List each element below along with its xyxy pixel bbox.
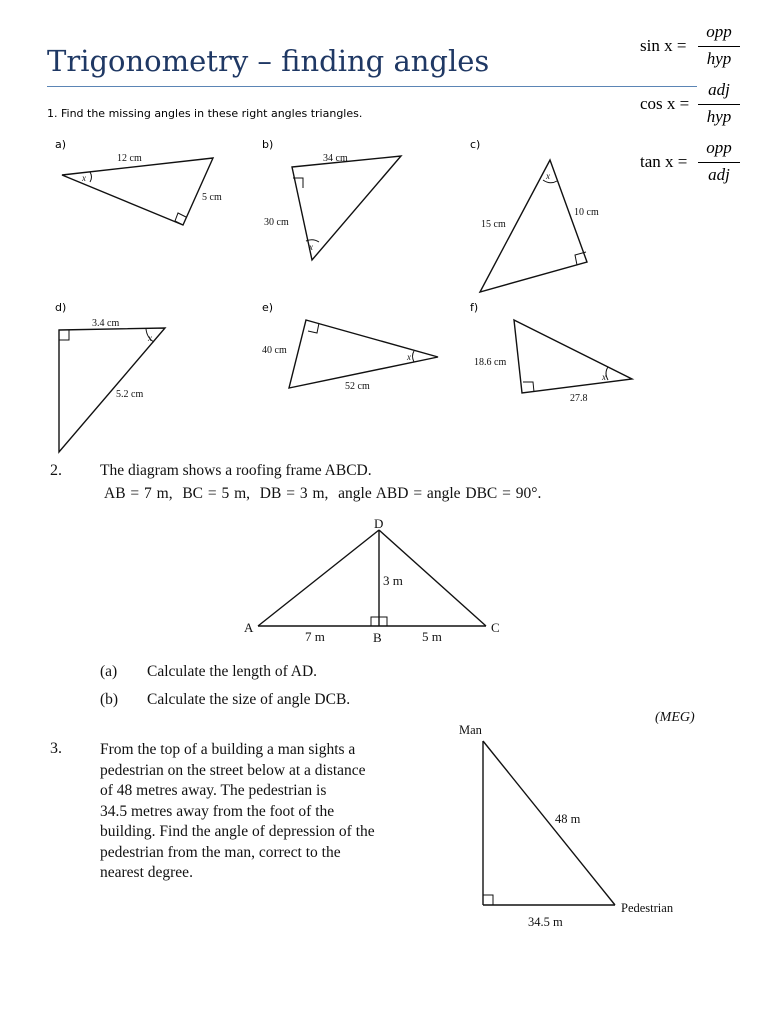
length-label: 5 m [422, 629, 442, 644]
side-label: 30 cm [264, 217, 289, 228]
question-3-line: pedestrian on the street below at a distance [100, 761, 366, 779]
right-angle-marker [523, 382, 534, 392]
triangle-label-f: f) [470, 301, 479, 314]
question-2-line-2: AB = 7 m, BC = 5 m, DB = 3 m, angle ABD = angle DBC = 90°. [104, 485, 542, 502]
question-2-part-a: Calculate the length of AD. [147, 663, 318, 680]
length-label: 3 m [383, 573, 403, 588]
question-3-line: 34.5 metres away from the foot of the [100, 802, 335, 820]
frame-ad [258, 530, 379, 626]
formula-function: tan x = [640, 152, 688, 171]
angle-label: x [546, 171, 550, 181]
question-2-line-1: The diagram shows a roofing frame ABCD. [100, 462, 372, 479]
question-3-text [100, 740, 440, 884]
side-label: 3.4 cm [92, 318, 120, 329]
question-1-prompt: 1. Find the missing angles in these right angles triangles. [47, 107, 363, 120]
point-label-d: D [374, 516, 384, 531]
roof-frame-diagram [230, 510, 520, 650]
question-3-line: nearest degree. [100, 864, 193, 881]
question-3-number: 3. [50, 740, 62, 757]
triangle-label-a: a) [55, 138, 67, 151]
formula-denominator: hyp [706, 107, 732, 126]
question-2-part-b: Calculate the size of angle DCB. [147, 691, 351, 708]
triangle-label-e: e) [262, 301, 274, 314]
line-of-sight [483, 741, 615, 905]
side-label: 12 cm [117, 153, 142, 164]
side-label: 18.6 cm [474, 357, 507, 368]
formula-numerator: adj [708, 80, 730, 99]
formula-numerator: opp [706, 138, 732, 157]
formula-numerator: opp [706, 22, 732, 41]
formula-function: sin x = [640, 36, 687, 55]
right-angle-marker [59, 330, 69, 340]
triangle-label-d: d) [55, 301, 67, 314]
page-title: Trigonometry – finding angles [47, 44, 490, 78]
right-angle-marker [483, 895, 493, 905]
right-angle-marker [308, 323, 319, 333]
side-label: 15 cm [481, 219, 506, 230]
angle-label: x [148, 333, 152, 343]
triangle-d [59, 328, 165, 452]
side-label: 52 cm [345, 381, 370, 392]
question-2-source: (MEG) [655, 710, 695, 725]
question-3-line: building. Find the angle of depression of the [100, 823, 375, 840]
triangle-a [62, 158, 213, 225]
point-label-b: B [373, 630, 382, 645]
angle-label: x [82, 173, 86, 183]
question-3-line: pedestrian from the man, correct to the [100, 843, 341, 861]
man-label: Man [459, 723, 482, 737]
point-label-a: A [244, 620, 254, 635]
side-label: 5 cm [202, 192, 222, 203]
triangle-e [289, 320, 438, 388]
triangle-label-b: b) [262, 138, 274, 151]
question-2-part-b-label: (b) [100, 691, 119, 708]
question-1-diagrams [0, 0, 768, 470]
base-label: 34.5 m [528, 915, 563, 929]
side-label: 27.8 [570, 393, 588, 404]
hypotenuse-label: 48 m [555, 812, 581, 826]
side-label: 5.2 cm [116, 389, 144, 400]
formula-denominator: hyp [706, 49, 732, 68]
pedestrian-label: Pedestrian [621, 901, 674, 915]
point-label-c: C [491, 620, 500, 635]
angle-arc [90, 172, 92, 182]
question-3-line: of 48 metres away. The pedestrian is [100, 782, 327, 799]
building-diagram [450, 715, 710, 935]
side-label: 34 cm [323, 153, 348, 164]
formula-denominator: adj [708, 165, 730, 184]
question-2-part-a-label: (a) [100, 663, 118, 680]
formula-function: cos x = [640, 94, 690, 113]
side-label: 40 cm [262, 345, 287, 356]
length-label: 7 m [305, 629, 325, 644]
angle-arc [606, 367, 608, 380]
angle-arc [413, 351, 415, 362]
angle-label: x [407, 352, 411, 362]
triangle-label-c: c) [470, 138, 481, 151]
question-2-number: 2. [50, 462, 62, 479]
side-label: 10 cm [574, 207, 599, 218]
angle-label: x [309, 242, 313, 252]
question-3-line: From the top of a building a man sights a [100, 741, 356, 758]
angle-label: x [602, 372, 606, 382]
